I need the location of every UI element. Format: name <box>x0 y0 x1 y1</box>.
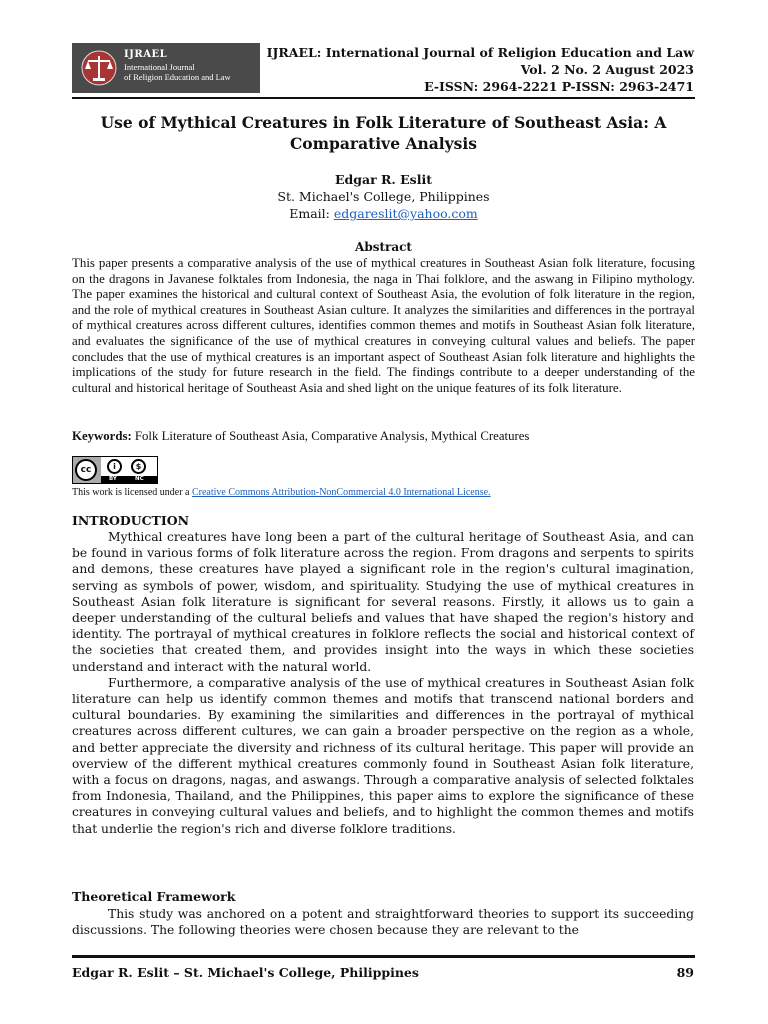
title-line-1: Use of Mythical Creatures in Folk Literature of Southeast Asia: A <box>100 113 667 132</box>
article-title <box>72 112 695 154</box>
abstract-text: This paper presents a comparative analysis of the use of mythical creatures in Southeast Asian folk literature, focusing on the dragons in Javanese folktales from Indonesia, the naga in Thai folklore, and the aswang in Filipino mythology. The paper examines the historical and cultural context of Southeast Asia, the evolution of folk literature in the region, and the role of mythical creatures in Southeast Asian culture. It analyzes the similarities and differences in the portrayal of mythical creatures across different cultures, identifies common themes and motifs in Southeast Asian folk literature, and evaluates the significance of the use of mythical creatures in conveying cultural values and beliefs. The paper concludes that the use of mythical creatures is an important aspect of Southeast Asian folk literature and highlights the implications of the study for future research in the field. The findings contribute to a deeper understanding of the cultural and historical heritage of Southeast Asia and shed light on the unique features of its folk literature. <box>72 256 695 395</box>
framework-paragraph-1: This study was anchored on a potent and straightforward theories to support its succeeding discussions. The following theories were chosen because they are relevant to the <box>72 907 694 938</box>
journal-header <box>267 44 694 95</box>
title-line-2: Comparative Analysis <box>289 134 478 153</box>
intro-paragraph-2: Furthermore, a comparative analysis of the use of mythical creatures in Southeast Asian folk literature can help us identify common themes and motifs that transcend national borders and cultural boundaries. By examining the similarities and differences in the portrayal of mythical creatures across different cultures, we can gain a broader perspective on the region as a whole, and better appreciate the diversity and richness of its cultural heritage. This paper will provide an overview of the different mythical creatures commonly found in Southeast Asian folk literature, with a focus on dragons, nagas, and aswangs. Through a comparative analysis of selected folktales from Indonesia, Thailand, and the Philippines, this paper aims to explore the significance of these creatures in conveying cultural values and beliefs, and to highlight the common themes and motifs that underlie the region's rich and diverse folklore traditions. <box>72 675 694 836</box>
email-link[interactable]: edgareslit@yahoo.com <box>333 206 478 221</box>
license-notice <box>72 487 491 498</box>
badge-nc-label: NC <box>135 476 144 482</box>
introduction-heading: INTRODUCTION <box>72 513 190 528</box>
logo-abbreviation: IJRAEL <box>124 49 168 60</box>
logo-line-1: International Journal <box>124 62 195 72</box>
framework-body <box>72 906 694 938</box>
author-name: Edgar R. Eslit <box>335 172 432 187</box>
license-link[interactable]: Creative Commons Attribution-NonCommercial 4.0 International License. <box>191 487 491 498</box>
intro-paragraph-1: Mythical creatures have long been a part of the cultural heritage of Southeast Asia, and can be found in various forms of folk literature across the region. From dragons and serpents to spirits and demons, these creatures have played a significant role in the region's cultural imagination, serving as symbols of power, wisdom, and spirituality. Studying the use of mythical creatures in Southeast Asian folk literature is significant for several reasons. Firstly, it allows us to gain a deeper understanding of the cultural beliefs and values that have shaped the region's history and identity. The portrayal of mythical creatures in folklore reflects the social and historical context of the societies that created them, and provides insight into the ways in which these societies understand and interact with the natural world. <box>72 530 694 674</box>
footer-divider <box>72 955 695 958</box>
noncommercial-dollar-icon: $ <box>131 459 146 474</box>
journal-issn: E-ISSN: 2964-2221 P-ISSN: 2963-2471 <box>424 79 694 94</box>
author-email <box>72 206 695 221</box>
cc-license-badge[interactable] <box>72 456 158 484</box>
cc-badge-bar <box>101 476 157 483</box>
keywords-list: Folk Literature of Southeast Asia, Comparative Analysis, Mythical Creatures <box>131 429 530 443</box>
license-prefix: This work is licensed under a <box>72 487 192 498</box>
keywords-label: Keywords: <box>72 429 132 443</box>
header-divider <box>72 97 695 99</box>
introduction-body <box>72 529 694 837</box>
framework-heading: Theoretical Framework <box>72 889 236 904</box>
keywords <box>72 429 695 444</box>
author-affiliation: St. Michael's College, Philippines <box>277 189 490 204</box>
logo-line-2: of Religion Education and Law <box>124 72 231 82</box>
journal-volume: Vol. 2 No. 2 August 2023 <box>520 62 694 77</box>
page-number: 89 <box>676 965 694 980</box>
attribution-person-icon: i <box>107 459 122 474</box>
badge-by-label: BY <box>109 476 117 482</box>
abstract-heading: Abstract <box>355 240 412 254</box>
cc-icon: cc <box>75 459 97 481</box>
email-label: Email: <box>289 206 334 221</box>
footer-author: Edgar R. Eslit – St. Michael's College, Philippines <box>72 965 419 980</box>
journal-name: IJRAEL: International Journal of Religion Education and Law <box>266 45 694 60</box>
scales-of-justice-icon <box>78 49 120 87</box>
journal-logo <box>72 43 260 93</box>
